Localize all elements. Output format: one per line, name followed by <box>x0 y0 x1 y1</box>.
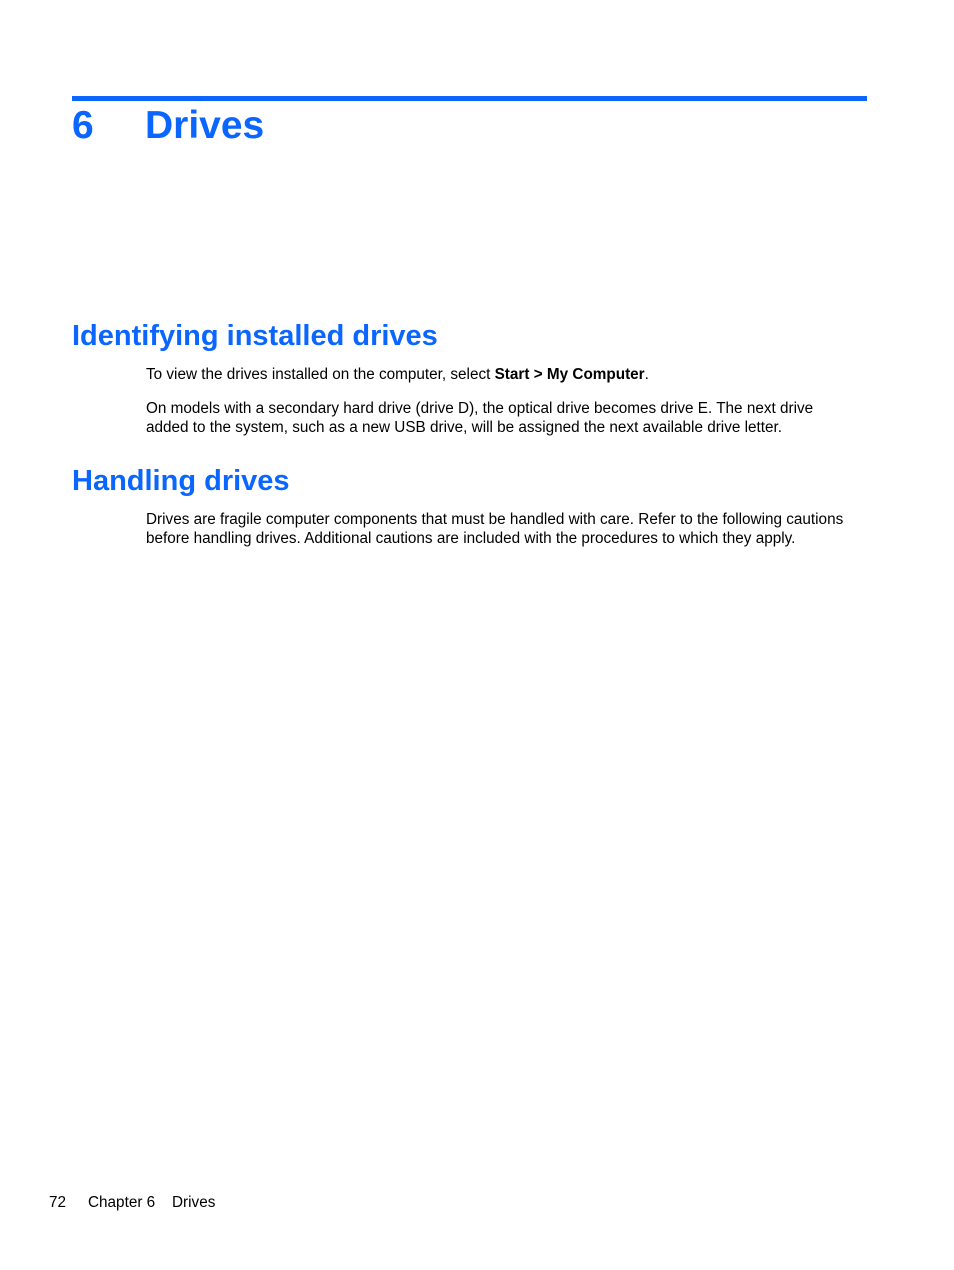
paragraph-line: Drives are fragile computer components that must be handled with care. Refer to the following cautions <box>146 511 844 528</box>
page-number: 72 <box>49 1194 67 1211</box>
chapter-heading <box>72 100 264 152</box>
section-heading-identifying-installed-drives: Identifying installed drives <box>72 320 438 352</box>
paragraph-text-end: . <box>644 366 649 383</box>
page-footer <box>49 1193 215 1212</box>
menu-path-start-my-computer: Start > My Computer <box>494 366 645 383</box>
paragraph-line: before handling drives. Additional cautions are included with the procedures to which they apply. <box>146 530 796 547</box>
paragraph-handling-cautions <box>146 510 876 548</box>
paragraph-drive-letters <box>146 399 876 437</box>
chapter-title: Drives <box>145 104 265 147</box>
paragraph-text: To view the drives installed on the computer, select <box>146 366 495 383</box>
chapter-number: 6 <box>72 104 94 147</box>
footer-chapter-title: Drives <box>172 1194 216 1211</box>
footer-chapter-label: Chapter 6 <box>88 1194 156 1211</box>
section-heading-handling-drives: Handling drives <box>72 465 290 497</box>
paragraph-line: added to the system, such as a new USB drive, will be assigned the next available drive letter. <box>146 419 783 436</box>
paragraph-line: On models with a secondary hard drive (drive D), the optical drive becomes drive E. The next drive <box>146 400 814 417</box>
paragraph-view-drives <box>146 365 876 384</box>
